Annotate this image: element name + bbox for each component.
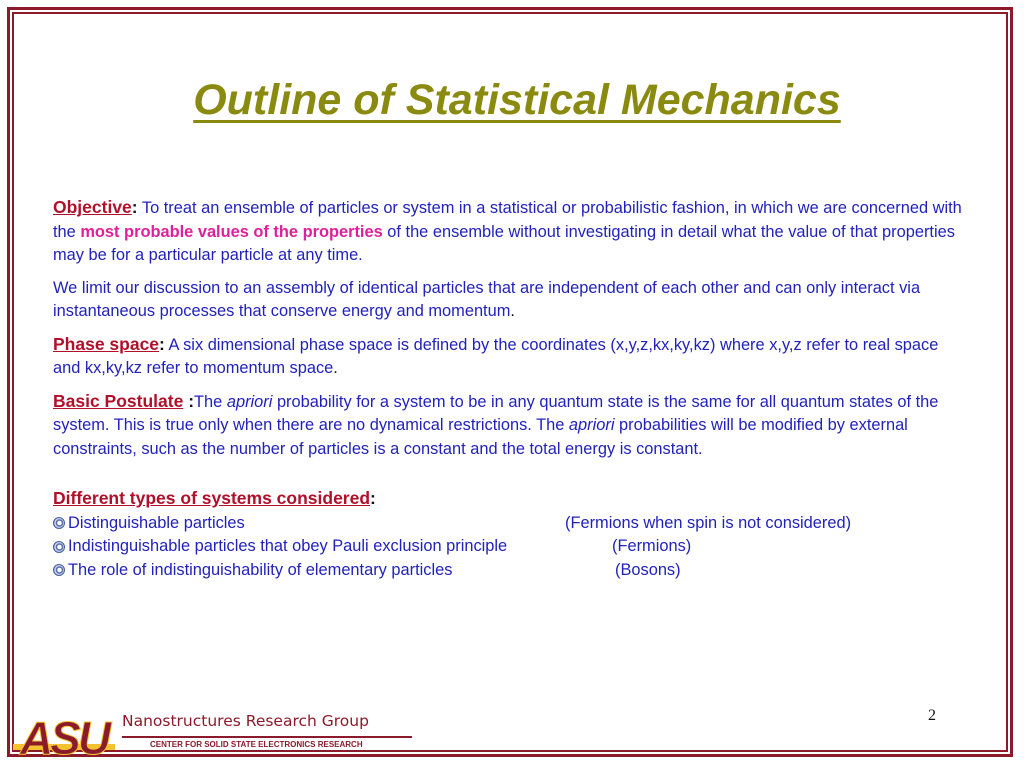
postulate-heading: Basic Postulate [53, 390, 184, 411]
phase-space-colon: : [159, 333, 165, 354]
phase-space-text: A six dimensional phase space is defined by the coordinates (x,y,z,kx,ky,kz) where x,y,z refer to real space and kx,ky,kz refer to momentum space [53, 335, 939, 377]
objective-heading: Objective [53, 197, 132, 217]
postulate-text-1: The [194, 392, 227, 411]
postulate-text-2: probability for a system to be in any quantum state is the same for all quantum states of the system. This is true only when there are no dynamical restrictions. The [53, 392, 939, 434]
objective-colon: : [131, 197, 138, 217]
system-note: (Bosons) [615, 560, 681, 579]
systems-list [53, 512, 968, 583]
objective-text-1: To treat an ensemble of particles or system in a statistical or probabilistic fashion, in which we are concerned with the [53, 199, 962, 241]
system-label: Distinguishable particles [68, 513, 245, 532]
swirl-bullet-icon [53, 517, 65, 529]
postulate-colon: : [183, 390, 195, 411]
postulate-paragraph [53, 390, 968, 462]
swirl-bullet-icon [53, 564, 65, 576]
asu-logo-text: ASU [19, 712, 109, 759]
slide-title: Outline of Statistical Mechanics [193, 76, 841, 124]
limit-paragraph [53, 277, 968, 324]
objective-highlight: most probable values of the properties [80, 222, 383, 241]
asu-logo [13, 712, 115, 759]
slide-body [53, 196, 968, 582]
systems-heading: Different types of systems considered [53, 488, 371, 508]
phase-space-paragraph [53, 333, 968, 381]
research-group-name: Nanostructures Research Group [122, 712, 369, 730]
systems-colon: : [370, 488, 376, 508]
swirl-bullet-icon [53, 541, 65, 553]
systems-heading-line [53, 487, 968, 512]
postulate-text-3: probabilities will be modified by external constraints, such as the number of particles is a constant and the total energy is constant. [53, 416, 908, 458]
page-number: 2 [928, 707, 936, 724]
objective-text-2: of the ensemble without investigating in detail what the value of that properties may be for a particular particle at any time. [53, 222, 955, 264]
postulate-italic-2: apriori [568, 416, 615, 434]
limit-text: We limit our discussion to an assembly of identical particles that are independent of each other and can only interact via instantaneous processes that conserve energy and momentum [53, 278, 921, 320]
objective-paragraph [53, 196, 968, 268]
footer-divider [122, 736, 412, 738]
phase-space-heading: Phase space [53, 333, 160, 354]
phase-space-period: . [333, 359, 338, 377]
system-label: The role of indistinguishability of elementary particles [68, 560, 453, 579]
system-note: (Fermions when spin is not considered) [565, 513, 852, 532]
system-note: (Fermions) [612, 537, 692, 555]
list-item [53, 535, 968, 559]
system-label: Indistinguishable particles that obey Pauli exclusion principle [68, 537, 508, 555]
limit-period: . [510, 302, 515, 320]
research-center-name: CENTER FOR SOLID STATE ELECTRONICS RESEARCH [150, 740, 363, 749]
list-item [53, 559, 968, 583]
list-item [53, 512, 968, 536]
postulate-italic-1: apriori [226, 392, 273, 411]
